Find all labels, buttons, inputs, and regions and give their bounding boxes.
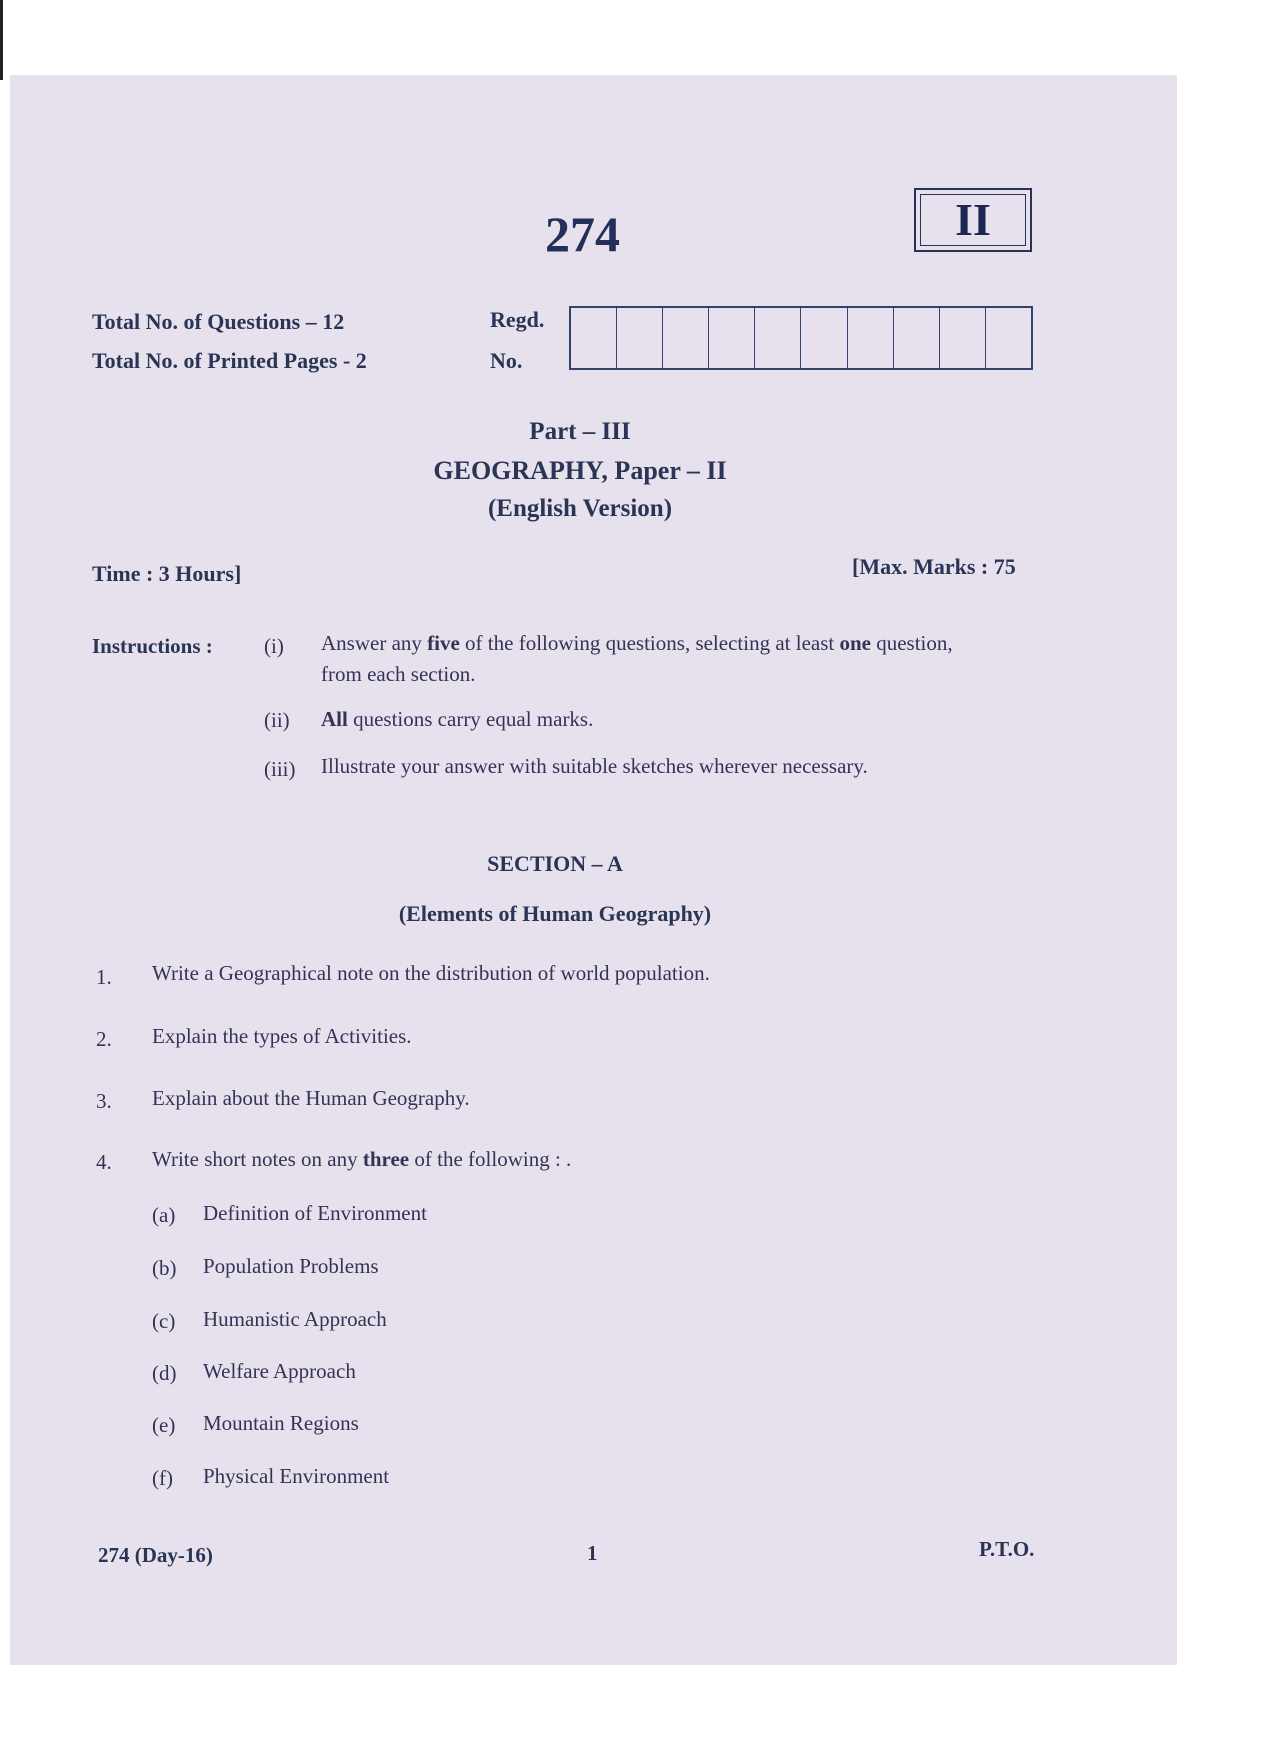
subject-title: GEOGRAPHY, Paper – II — [433, 456, 727, 485]
question-text: Write a Geographical note on the distribution of world population. — [152, 961, 710, 985]
regd-label: Regd. — [490, 307, 545, 332]
regd-digit-cell[interactable] — [663, 308, 709, 368]
question-number: 4. — [96, 1150, 112, 1174]
instruction-num: (i) — [264, 634, 284, 658]
option-text: Welfare Approach — [203, 1359, 356, 1383]
page-number: 1 — [587, 1541, 598, 1565]
question-number: 3. — [96, 1089, 112, 1113]
regd-digit-cell[interactable] — [755, 308, 801, 368]
regd-digit-cell[interactable] — [894, 308, 940, 368]
paper-number: II — [955, 194, 991, 245]
page-edge-mark — [0, 0, 3, 80]
paper-number-box — [914, 188, 1032, 252]
registration-number-boxes[interactable] — [569, 306, 1033, 370]
question-number: 1. — [96, 965, 112, 989]
part-title: Part – III — [529, 418, 631, 445]
max-marks: [Max. Marks : 75 — [852, 554, 1016, 579]
option-text: Population Problems — [203, 1254, 379, 1278]
regd-digit-cell[interactable] — [848, 308, 894, 368]
option-text: Definition of Environment — [203, 1201, 427, 1225]
section-subtitle: (Elements of Human Geography) — [398, 901, 712, 926]
regd-digit-cell[interactable] — [571, 308, 617, 368]
total-pages: Total No. of Printed Pages - 2 — [92, 348, 367, 373]
instructions-label: Instructions : — [92, 634, 213, 658]
total-questions: Total No. of Questions – 12 — [92, 309, 345, 334]
instruction-num: (ii) — [264, 708, 290, 732]
regd-label-no: No. — [490, 348, 523, 373]
footer-code: 274 (Day-16) — [98, 1543, 213, 1567]
question-text: Write short notes on any three of the following : . — [152, 1147, 572, 1171]
regd-digit-cell[interactable] — [940, 308, 986, 368]
option-letter: (b) — [152, 1256, 177, 1280]
question-text: Explain about the Human Geography. — [152, 1086, 470, 1110]
time-label: Time : 3 Hours] — [92, 561, 242, 586]
regd-digit-cell[interactable] — [986, 308, 1031, 368]
option-letter: (c) — [152, 1309, 176, 1333]
regd-digit-cell[interactable] — [709, 308, 755, 368]
question-text: Explain the types of Activities. — [152, 1024, 412, 1048]
instruction-num: (iii) — [264, 757, 296, 781]
section-title: SECTION – A — [487, 851, 623, 876]
instruction-text-line2: from each section. — [321, 662, 476, 686]
option-text: Mountain Regions — [203, 1411, 359, 1435]
option-letter: (e) — [152, 1413, 176, 1437]
regd-digit-cell[interactable] — [617, 308, 663, 368]
instruction-text: Illustrate your answer with suitable sketches wherever necessary. — [321, 754, 868, 778]
regd-digit-cell[interactable] — [801, 308, 847, 368]
paper-code: 274 — [545, 206, 620, 262]
instruction-text: Answer any five of the following questions, selecting at least one question, — [321, 631, 953, 655]
question-number: 2. — [96, 1027, 112, 1051]
pto-label: P.T.O. — [979, 1537, 1035, 1561]
option-text: Physical Environment — [203, 1464, 390, 1488]
option-letter: (a) — [152, 1203, 176, 1227]
option-text: Humanistic Approach — [203, 1307, 387, 1331]
option-letter: (f) — [152, 1466, 173, 1490]
version-title: (English Version) — [487, 495, 673, 522]
option-letter: (d) — [152, 1361, 177, 1385]
instruction-text: All questions carry equal marks. — [321, 707, 594, 731]
